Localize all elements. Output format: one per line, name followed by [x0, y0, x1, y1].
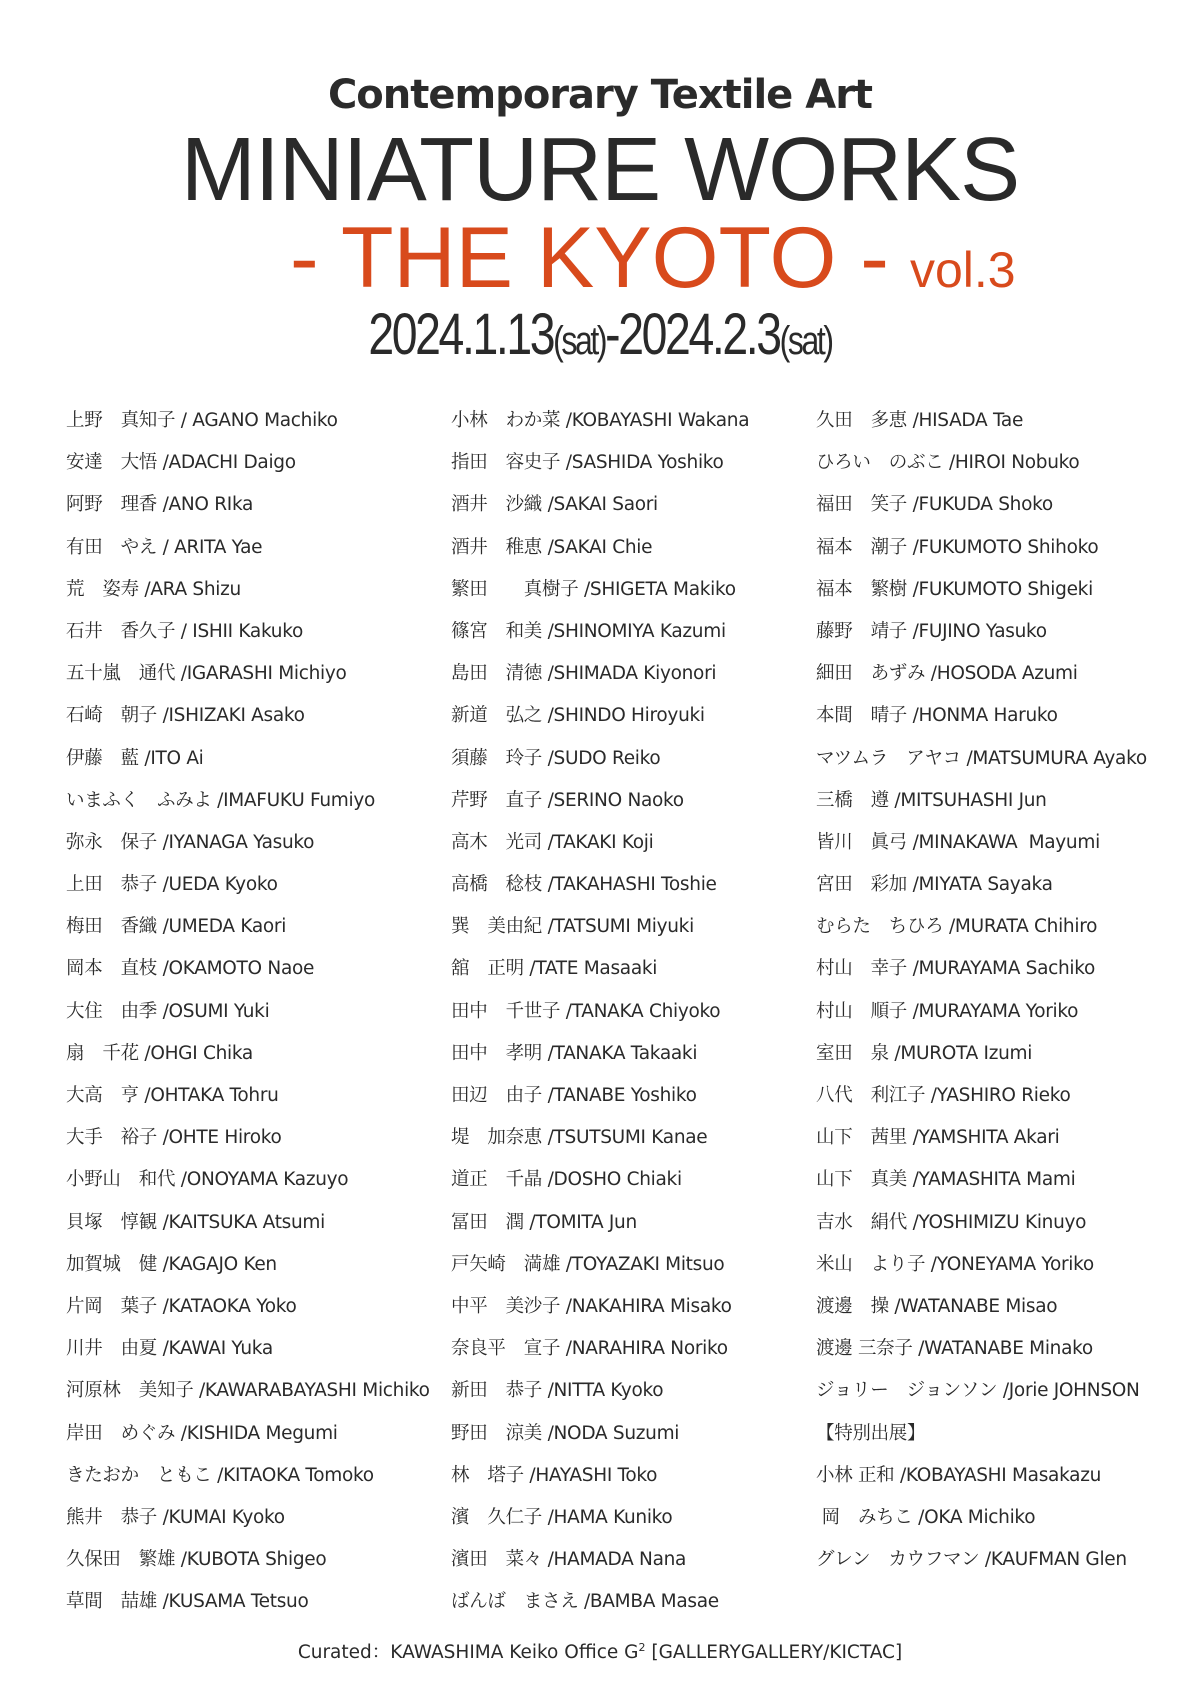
artist-entry: 貝塚 惇観 /KAITSUKA Atsumi — [66, 1211, 325, 1233]
artist-entry: 島田 清徳 /SHIMADA Kiyonori — [451, 663, 717, 685]
artist-entry: 阿野 理香 /ANO RIka — [66, 494, 254, 516]
artist-column-3 — [816, 400, 1196, 1581]
artist-entry: むらた ちひろ /MURATA Chihiro — [816, 916, 1098, 938]
artist-entry: 上野 真知子 / AGANO Machiko — [66, 410, 338, 431]
artist-entry: 田中 孝明 /TANAKA Takaaki — [451, 1042, 698, 1064]
artist-entry: 田辺 由子 /TANABE Yoshiko — [451, 1085, 697, 1106]
end-day: (sat) — [779, 319, 832, 363]
artist-entry: 岡本 直枝 /OKAMOTO Naoe — [66, 958, 315, 980]
artist-entry: 岡 みちこ /OKA Michiko — [816, 1506, 1036, 1528]
volume-label: vol.3 — [910, 242, 1016, 298]
artist-column-2 — [451, 400, 811, 1623]
artist-entry: 安達 大悟 /ADACHI Daigo — [66, 452, 296, 474]
artist-entry: ひろい のぶこ /HIROI Nobuko — [816, 452, 1080, 474]
artist-entry: 堤 加奈恵 /TSUTSUMI Kanae — [451, 1127, 708, 1149]
artist-entry: 大高 亨 /OHTAKA Tohru — [66, 1085, 279, 1106]
artist-entry: 道正 千晶 /DOSHO Chiaki — [451, 1169, 682, 1191]
artist-entry: 宮田 彩加 /MIYATA Sayaka — [816, 874, 1053, 896]
artist-entry: 八代 利江子 /YASHIRO Rieko — [816, 1085, 1071, 1106]
artist-entry: きたおか ともこ /KITAOKA Tomoko — [66, 1464, 374, 1486]
artist-entry: 五十嵐 通代 /IGARASHI Michiyo — [66, 663, 347, 685]
artist-entry: 舘 正明 /TATE Masaaki — [451, 958, 658, 980]
start-day: (sat) — [553, 319, 606, 363]
artist-entry: 芹野 直子 /SERINO Naoko — [451, 789, 684, 811]
artist-entry: 有田 やえ / ARITA Yae — [66, 536, 263, 558]
artist-entry: 久保田 繁雄 /KUBOTA Shigeo — [66, 1549, 327, 1571]
artist-entry: 片岡 葉子 /KATAOKA Yoko — [66, 1295, 297, 1317]
artist-entry: 渡邊 操 /WATANABE Misao — [816, 1295, 1058, 1317]
artist-entry: 田中 千世子 /TANAKA Chiyoko — [451, 1000, 721, 1022]
artist-entry: 藤野 靖子 /FUJINO Yasuko — [816, 620, 1047, 642]
curator-credit-prefix: Curated：KAWASHIMA Keiko Office G — [297, 1642, 639, 1663]
artist-entry: 福田 笑子 /FUKUDA Shoko — [816, 494, 1053, 516]
kyoto-heading — [290, 210, 1150, 310]
artist-entry: 山下 真美 /YAMASHITA Mami — [816, 1169, 1076, 1191]
kyoto-title: - THE KYOTO - — [290, 210, 889, 306]
artist-entry: いまふく ふみよ /IMAFUKU Fumiyo — [66, 789, 376, 811]
artist-entry: 野田 涼美 /NODA Suzumi — [451, 1422, 680, 1444]
artist-entry: 濱 久仁子 /HAMA Kuniko — [451, 1506, 673, 1528]
curator-credit-sup: 2 — [638, 1640, 646, 1654]
artist-entry: 濱田 菜々 /HAMADA Nana — [451, 1549, 687, 1571]
artist-entry: 石崎 朝子 /ISHIZAKI Asako — [66, 705, 305, 727]
artist-entry: 高木 光司 /TAKAKI Koji — [451, 831, 654, 853]
artist-entry: 細田 あずみ /HOSODA Azumi — [816, 663, 1078, 685]
artist-entry: 皆川 眞弓 /MINAKAWA Mayumi — [816, 831, 1100, 853]
artist-column-1 — [66, 400, 436, 1623]
artist-entry: 山下 茜里 /YAMSHITA Akari — [816, 1127, 1060, 1149]
artist-entry: 戸矢崎 満雄 /TOYAZAKI Mitsuo — [451, 1253, 725, 1275]
artist-entry: 吉水 絹代 /YOSHIMIZU Kinuyo — [816, 1211, 1087, 1233]
artist-entry: 扇 千花 /OHGI Chika — [66, 1042, 253, 1064]
artist-entry: 小野山 和代 /ONOYAMA Kazuyo — [66, 1169, 349, 1191]
artist-entry: 酒井 稚恵 /SAKAI Chie — [451, 536, 653, 558]
artist-entry: 酒井 沙織 /SAKAI Saori — [451, 494, 658, 516]
artist-list — [0, 400, 1200, 1630]
artist-entry: 河原林 美知子 /KAWARABAYASHI Michiko — [66, 1380, 430, 1402]
date-separator: - — [605, 302, 619, 367]
artist-entry: 米山 より子 /YONEYAMA Yoriko — [816, 1253, 1094, 1275]
curator-credit — [0, 1638, 1200, 1664]
artist-entry: 大手 裕子 /OHTE Hiroko — [66, 1127, 282, 1149]
exhibition-title: MINIATURE WORKS — [180, 120, 1020, 220]
artist-entry: 繁田 真樹子 /SHIGETA Makiko — [451, 578, 736, 600]
exhibition-dates — [120, 303, 1080, 373]
artist-entry: 高橋 稔枝 /TAKAHASHI Toshie — [451, 874, 717, 896]
artist-entry: 岸田 めぐみ /KISHIDA Megumi — [66, 1422, 338, 1444]
artist-entry: 石井 香久子 / ISHII Kakuko — [66, 620, 303, 642]
artist-entry: 伊藤 藍 /ITO Ai — [66, 747, 204, 769]
artist-entry: 林 塔子 /HAYASHI Toko — [451, 1464, 658, 1486]
artist-entry: 熊井 恭子 /KUMAI Kyoko — [66, 1506, 285, 1528]
artist-entry: 弥永 保子 /IYANAGA Yasuko — [66, 831, 315, 853]
artist-entry: 梅田 香織 /UMEDA Kaori — [66, 916, 287, 938]
artist-entry: グレン カウフマン /KAUFMAN Glen — [816, 1549, 1127, 1571]
artist-entry: 小林 正和 /KOBAYASHI Masakazu — [816, 1464, 1102, 1486]
artist-entry: ばんば まさえ /BAMBA Masae — [451, 1591, 719, 1613]
artist-entry: 巽 美由紀 /TATSUMI Miyuki — [451, 916, 694, 938]
artist-entry: 大住 由季 /OSUMI Yuki — [66, 1000, 270, 1022]
artist-entry: 小林 わか菜 /KOBAYASHI Wakana — [451, 410, 750, 431]
artist-entry: 草間 喆雄 /KUSAMA Tetsuo — [66, 1591, 309, 1613]
artist-entry: 中平 美沙子 /NAKAHIRA Misako — [451, 1295, 732, 1317]
artist-entry: 川井 由夏 /KAWAI Yuka — [66, 1338, 273, 1360]
artist-entry: 【特別出展】 — [816, 1422, 926, 1444]
artist-entry: 新田 恭子 /NITTA Kyoko — [451, 1380, 664, 1402]
artist-entry: 三橋 遵 /MITSUHASHI Jun — [816, 789, 1047, 811]
artist-entry: 奈良平 宣子 /NARAHIRA Noriko — [451, 1338, 728, 1360]
artist-entry: 室田 泉 /MUROTA Izumi — [816, 1042, 1033, 1064]
artist-entry: 指田 容史子 /SASHIDA Yoshiko — [451, 452, 724, 474]
artist-entry: 久田 多恵 /HISADA Tae — [816, 410, 1024, 431]
artist-entry: 福本 繁樹 /FUKUMOTO Shigeki — [816, 578, 1093, 600]
artist-entry: 本間 晴子 /HONMA Haruko — [816, 705, 1058, 727]
start-date: 2024.1.13 — [368, 302, 554, 367]
artist-entry: 篠宮 和美 /SHINOMIYA Kazumi — [451, 620, 726, 642]
artist-entry: 冨田 潤 /TOMITA Jun — [451, 1211, 637, 1233]
exhibition-subtitle: Contemporary Textile Art — [327, 72, 873, 118]
artist-entry: 村山 幸子 /MURAYAMA Sachiko — [816, 958, 1096, 980]
flyer-header — [0, 0, 1200, 380]
artist-entry: マツムラ アヤコ /MATSUMURA Ayako — [816, 747, 1147, 769]
curator-credit-suffix: [GALLERYGALLERY/KICTAC] — [645, 1642, 903, 1663]
artist-entry: 上田 恭子 /UEDA Kyoko — [66, 874, 278, 896]
artist-entry: 福本 潮子 /FUKUMOTO Shihoko — [816, 536, 1099, 558]
end-date: 2024.2.3 — [618, 302, 780, 367]
artist-entry: 須藤 玲子 /SUDO Reiko — [451, 747, 661, 769]
artist-entry: 村山 順子 /MURAYAMA Yoriko — [816, 1000, 1079, 1022]
artist-entry: ジョリー ジョンソン /Jorie JOHNSON — [816, 1380, 1140, 1402]
artist-entry: 荒 姿寿 /ARA Shizu — [66, 578, 241, 600]
artist-entry: 新道 弘之 /SHINDO Hiroyuki — [451, 705, 705, 727]
artist-entry: 渡邊 三奈子 /WATANABE Minako — [816, 1338, 1093, 1360]
artist-entry: 加賀城 健 /KAGAJO Ken — [66, 1253, 277, 1275]
